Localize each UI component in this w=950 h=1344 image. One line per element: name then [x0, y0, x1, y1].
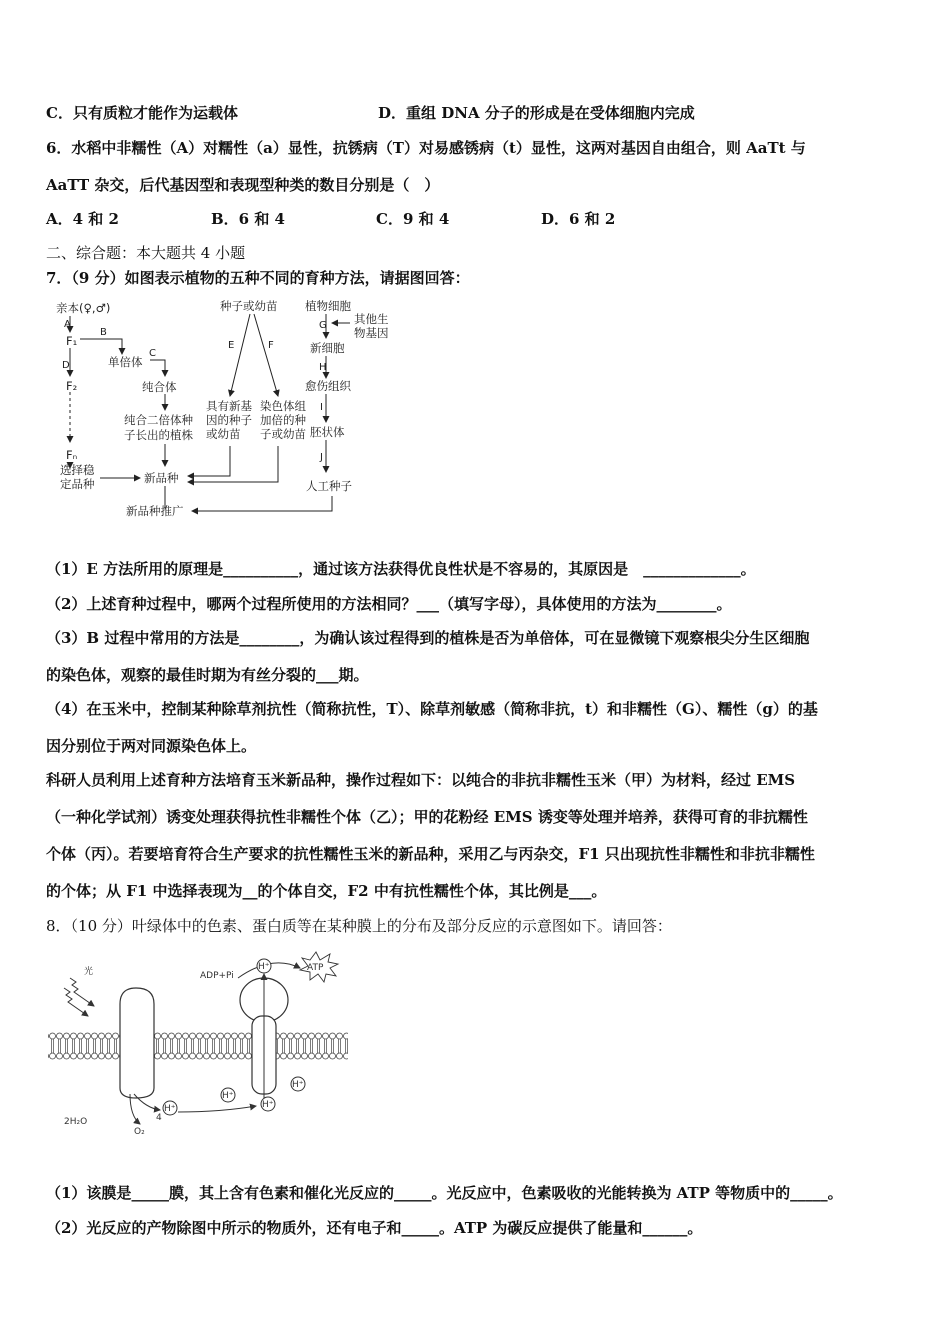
label-diploid-2: 子长出的植株 — [124, 428, 193, 442]
q7-para-line1: 科研人员利用上述育种方法培育玉米新品种，操作过程如下：以纯合的非抗非糯性玉米（甲）为材料，经过 EMS — [46, 771, 796, 789]
q7-para-line3: 个体（丙）。若要培育符合生产要求的抗性糯性玉米的新品种，采用乙与丙杂交，F1 只出现抗性非糯性和非抗非糯性 — [46, 845, 815, 863]
q8-part1: （1）该膜是_____膜，其上含有色素和催化光反应的_____。光反应中，色素吸收的光能转换为 ATP 等物质中的_____。 — [46, 1184, 843, 1202]
q7-part4-line2: 因分别位于两对同源染色体上。 — [46, 737, 257, 755]
label-f: F — [268, 340, 274, 351]
label-plant-cell: 植物细胞 — [305, 299, 351, 313]
label-doubled-1: 染色体组 — [260, 399, 306, 413]
svg-text:H⁺: H⁺ — [262, 1100, 274, 1110]
label-f2: F₂ — [66, 379, 78, 393]
thylakoid-membrane-diagram — [42, 948, 362, 1144]
label-j: J — [320, 452, 323, 463]
label-othergene-1: 其他生 — [354, 312, 389, 326]
svg-text:H⁺: H⁺ — [222, 1091, 234, 1101]
label-newgene-1: 具有新基 — [206, 399, 252, 413]
q7-part3-line1: （3）B 过程中常用的方法是________，为确认该过程得到的植株是否为单倍体，可在显微镜下观察根尖分生区细胞 — [46, 629, 810, 647]
label-othergene-2: 物基因 — [354, 326, 389, 340]
breeding-methods-diagram — [40, 296, 400, 528]
label-h: H — [319, 362, 327, 373]
adp-label: ADP+Pi — [200, 971, 234, 981]
q6-option-c: C．9 和 4 — [376, 210, 450, 228]
label-i: I — [320, 402, 323, 413]
q6-stem-line2: AaTT 杂交，后代基因型和表现型种类的数目分别是（ ） — [46, 176, 440, 194]
label-fn: Fₙ — [66, 448, 78, 462]
q6-option-d: D．6 和 2 — [541, 210, 616, 228]
label-e: E — [228, 340, 235, 351]
label-parent: 亲本(♀,♂) — [56, 301, 111, 315]
label-diploid-1: 纯合二倍体种 — [124, 413, 193, 427]
o2-label: O₂ — [134, 1127, 145, 1137]
label-haploid: 单倍体 — [108, 355, 143, 369]
photosystem-protein — [120, 988, 154, 1098]
q7-part2: （2）上述育种过程中，哪两个过程所使用的方法相同？___（填写字母），具体使用的方法为________。 — [46, 595, 732, 613]
svg-text:H⁺: H⁺ — [258, 962, 270, 972]
label-newgene-3: 或幼苗 — [206, 427, 241, 441]
atp-label: ATP — [307, 963, 324, 973]
q5-option-d: D．重组 DNA 分子的形成是在受体细胞内完成 — [378, 104, 695, 122]
label-g: G — [319, 320, 327, 331]
lipid-bilayer — [48, 1032, 348, 1060]
label-select-1: 选择稳 — [60, 463, 95, 477]
water-label: 2H₂O — [64, 1117, 88, 1127]
label-doubled-2: 加倍的种 — [260, 413, 306, 427]
label-f1: F₁ — [66, 334, 78, 348]
q7-stem: 7．（9 分）如图表示植物的五种不同的育种方法，请据图回答： — [46, 269, 470, 287]
q6-option-a: A．4 和 2 — [46, 210, 119, 228]
label-new-variety: 新品种 — [144, 471, 179, 485]
q5-option-c: C．只有质粒才能作为运载体 — [46, 104, 238, 122]
label-promote: 新品种推广 — [126, 504, 184, 518]
label-artificial-seed: 人工种子 — [306, 479, 352, 493]
label-select-2: 定品种 — [60, 477, 95, 491]
label-pure: 纯合体 — [142, 380, 177, 394]
label-a: A — [64, 319, 71, 330]
q6-stem-line1: 6．水稻中非糯性（A）对糯性（a）显性，抗锈病（T）对易感锈病（t）显性，这两对基因自由组合，则 AaTt 与 — [46, 139, 806, 157]
label-d: D — [62, 360, 70, 371]
label-new-cell: 新细胞 — [310, 341, 345, 355]
label-newgene-2: 因的种子 — [206, 413, 252, 427]
four-label: 4 — [156, 1113, 162, 1123]
label-doubled-3: 子或幼苗 — [260, 427, 306, 441]
q6-option-b: B．6 和 4 — [211, 210, 285, 228]
label-c: C — [149, 348, 156, 359]
q7-para-line4: 的个体；从 F1 中选择表现为__的个体自交，F2 中有抗性糯性个体，其比例是___。 — [46, 882, 607, 900]
q7-part4-line1: （4）在玉米中，控制某种除草剂抗性（简称抗性，T）、除草剂敏感（简称非抗，t）和非糯性（G）、糯性（g）的基 — [46, 700, 818, 718]
q7-para-line2: （一种化学试剂）诱变处理获得抗性非糯性个体（乙）；甲的花粉经 EMS 诱变等处理并培养，获得可育的非抗糯性 — [46, 808, 808, 826]
label-seed: 种子或幼苗 — [220, 299, 278, 313]
q7-part3-line2: 的染色体，观察的最佳时期为有丝分裂的___期。 — [46, 666, 369, 684]
svg-text:H⁺: H⁺ — [292, 1080, 304, 1090]
q8-part2: （2）光反应的产物除图中所示的物质外，还有电子和_____。ATP 为碳反应提供了能量和______。 — [46, 1219, 703, 1237]
label-embryo: 胚状体 — [310, 425, 345, 439]
svg-text:H⁺: H⁺ — [164, 1104, 176, 1114]
light-label: 光 — [84, 967, 94, 977]
label-b: B — [100, 327, 107, 338]
q8-stem: 8．（10 分）叶绿体中的色素、蛋白质等在某种膜上的分布及部分反应的示意图如下。请回答： — [46, 917, 672, 935]
label-callus: 愈伤组织 — [305, 379, 351, 393]
q7-part1: （1）E 方法所用的原理是__________，通过该方法获得优良性状是不容易的，其原因是 _____________。 — [46, 560, 756, 578]
section-heading: 二、综合题：本大题共 4 小题 — [46, 244, 246, 262]
